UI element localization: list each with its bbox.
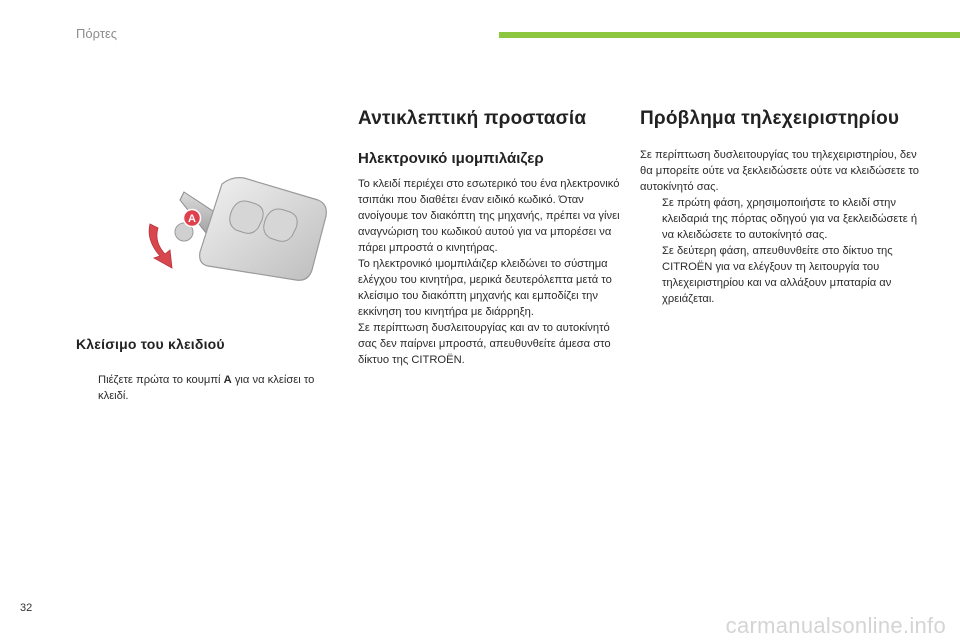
key-fob-body: [200, 178, 327, 281]
bullet-icon: [640, 195, 662, 243]
immobiliser-paragraph-1: Το κλειδί περιέχει στο εσωτερικό του ένα ηλεκτρονικό τσιπάκι που διαθέτει έναν ειδικό κωδικό. Όταν ανοίγουμε τον διακόπτη της μηχανής, πρέπει να γίνει αναγνώριση του κωδικού αυτού για να μπορέσει να πάρει μπροστά ο κινητήρας.: [358, 178, 620, 254]
key-folding-instruction: [76, 372, 336, 404]
key-folding-title: Κλείσιμο του κλειδιού: [76, 336, 225, 352]
rotation-arrow-icon: [149, 224, 172, 268]
immobiliser-subtitle: Ηλεκτρονικό ιμομπιλάιζερ: [358, 150, 544, 167]
header-accent-bar: [499, 32, 960, 38]
anti-theft-title: Αντικλεπτική προστασία: [358, 108, 587, 129]
immobiliser-paragraph-3: Σε περίπτωση δυσλειτουργίας και αν το αυτοκίνητό σας δεν παίρνει μπροστά, απευθυνθείτε άμεσα στο δίκτυο της CITROËN.: [358, 322, 611, 366]
key-illustration: [122, 170, 334, 290]
page-number: 32: [20, 602, 33, 614]
instruction-text-start: Πιέζετε πρώτα το κουμπί: [98, 374, 224, 386]
label-a: A: [188, 213, 196, 225]
remote-bullet-1: [640, 195, 920, 243]
unlock-button: [264, 209, 297, 241]
remote-problem-intro: Σε περίπτωση δυσλειτουργίας του τηλεχειριστηρίου, δεν θα μπορείτε ούτε να ξεκλειδώσετε ούτε να κλειδώσετε το αυτοκίνητό σας.: [640, 149, 919, 193]
right-column: [640, 108, 920, 307]
remote-bullet-1-text: Σε πρώτη φάση, χρησιμοποιήστε το κλειδί στην κλειδαριά της πόρτας οδηγού για να ξεκλειδώσετε ή να κλειδώσετε το αυτοκίνητό σας.: [662, 197, 918, 241]
remote-problem-title: Πρόβλημα τηλεχειριστηρίου: [640, 108, 900, 129]
button-a-reference: A: [223, 374, 232, 386]
immobiliser-paragraph-2: Το ηλεκτρονικό ιμομπιλάιζερ κλειδώνει το σύστημα ελέγχου του κινητήρα, μερικά δευτερόλεπτα μετά το κλείσιμο του διακόπτη μηχανής και εμποδίζει την εκκίνηση του κινητήρα με διάρρηξη.: [358, 258, 612, 318]
section-title: Πόρτες: [76, 26, 118, 41]
lock-button: [230, 201, 263, 233]
left-column: [76, 336, 336, 404]
middle-column: [358, 108, 626, 368]
bullet-icon: [76, 372, 98, 404]
remote-bullet-2-text: Σε δεύτερη φάση, απευθυνθείτε στο δίκτυο της CITROËN για να ελέγξουν τη λειτουργία του τηλεχειριστηρίου και να αλλάξουν μπαταρία αν χρειάζεται.: [662, 245, 893, 305]
remote-bullet-2: [640, 243, 920, 307]
instruction-text-end: για να κλείσει το κλειδί.: [98, 374, 315, 402]
watermark: carmanualsonline.info: [725, 613, 946, 638]
bullet-icon: [640, 243, 662, 307]
